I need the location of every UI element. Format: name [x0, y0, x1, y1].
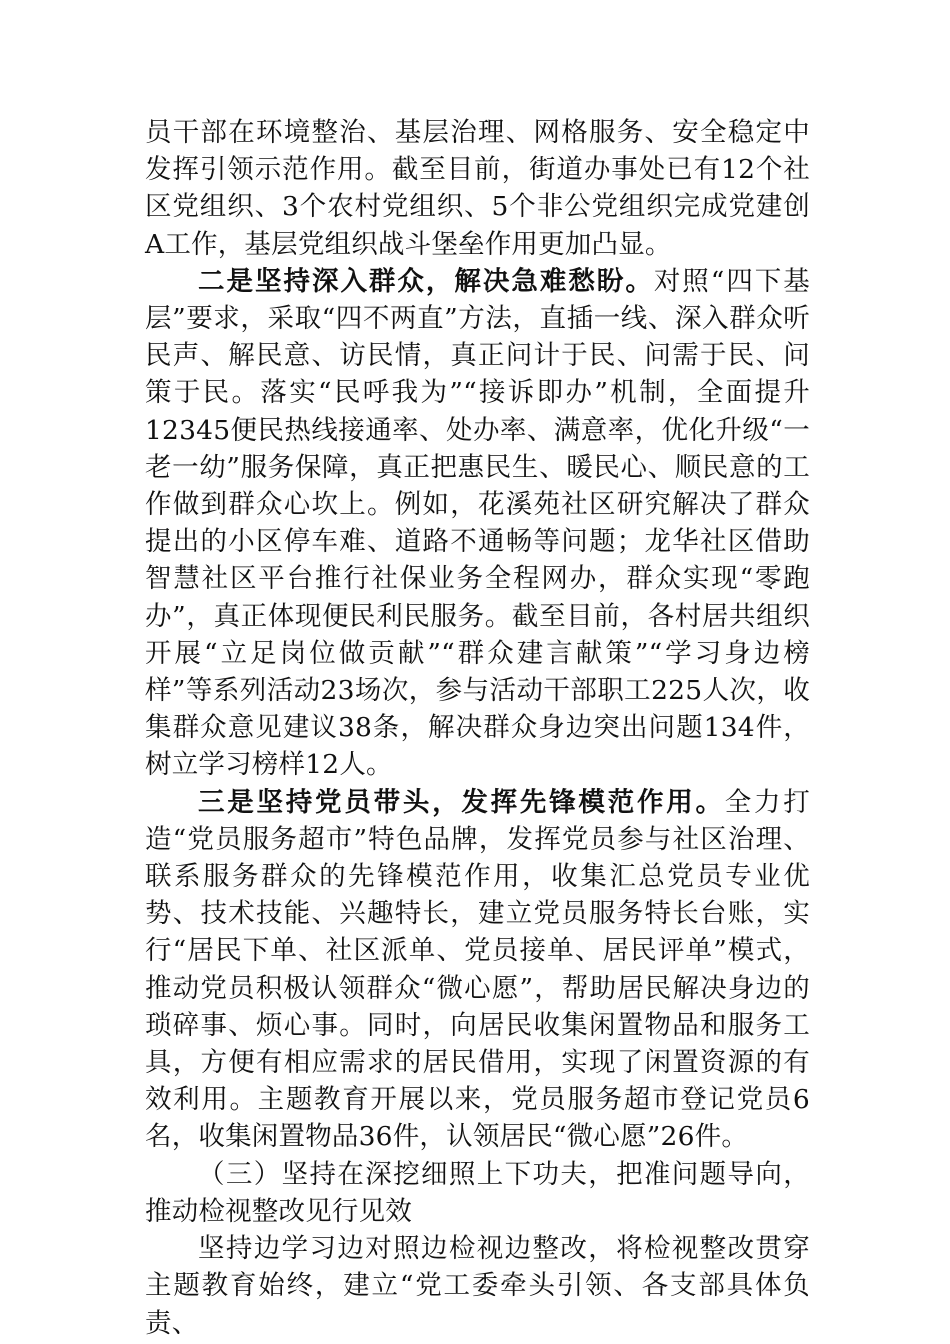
paragraph-1-text: 员干部在环境整治、基层治理、网格服务、安全稳定中发挥引领示范作用。截至目前，街道办事处已有12个社区党组织、3个农村党组织、5个非公党组织完成党建创A工作，基层党组织战斗堡垒作用更加凸显。 — [145, 117, 810, 260]
paragraph-2-heading: 二是坚持深入群众，解决急难愁盼。 — [198, 265, 654, 297]
paragraph-2-text: 对照“四下基层”要求，采取“四不两直”方法，直插一线、深入群众听民声、解民意、访民情，真正问计于民、问需于民、问策于民。落实“民呼我为”“接诉即办”机制，全面提升12345便民热线接通率、处办率、满意率，优化升级“一老一幼”服务保障，真正把惠民生、暖民心、顺民意的工作做到群众心坎上。例如，花溪苑社区研究解决了群众提出的小区停车难、道路不通畅等问题；龙华社区借助智慧社区平台推行社保业务全程网办，群众实现“零跑办”，真正体现便民利民服务。截至目前，各村居共组织开展“立足岗位做贡献”“群众建言献策”“学习身边榜样”等系列活动23场次，参与活动干部职工225人次，收集群众意见建议38条，解决群众身边突出问题134件，树立学习榜样12人。 — [145, 265, 810, 781]
document-page — [145, 114, 810, 1342]
paragraph-3-text: 全力打造“党员服务超市”特色品牌，发挥党员参与社区治理、联系服务群众的先锋模范作用，收集汇总党员专业优势、技术技能、兴趣特长，建立党员服务特长台账，实行“居民下单、社区派单、党员接单、居民评单”模式，推动党员积极认领群众“微心愿”，帮助居民解决身边的琐碎事、烦心事。同时，向居民收集闲置物品和服务工具，方便有相应需求的居民借用，实现了闲置资源的有效利用。主题教育开展以来，党员服务超市登记党员6名，收集闲置物品36件，认领居民“微心愿”26件。 — [145, 786, 810, 1153]
section-heading — [145, 1156, 810, 1230]
paragraph-5-text: 坚持边学习边对照边检视边整改，将检视整改贯穿主题教育始终，建立“党工委牵头引领、各支部具体负责、 — [145, 1233, 810, 1339]
paragraph-3 — [145, 784, 810, 1156]
paragraph-5 — [145, 1230, 810, 1342]
paragraph-2 — [145, 263, 810, 784]
paragraph-1 — [145, 114, 810, 263]
section-heading-text: （三）坚持在深挖细照上下功夫，把准问题导向，推动检视整改见行见效 — [145, 1158, 810, 1227]
paragraph-3-heading: 三是坚持党员带头，发挥先锋模范作用。 — [198, 786, 725, 818]
